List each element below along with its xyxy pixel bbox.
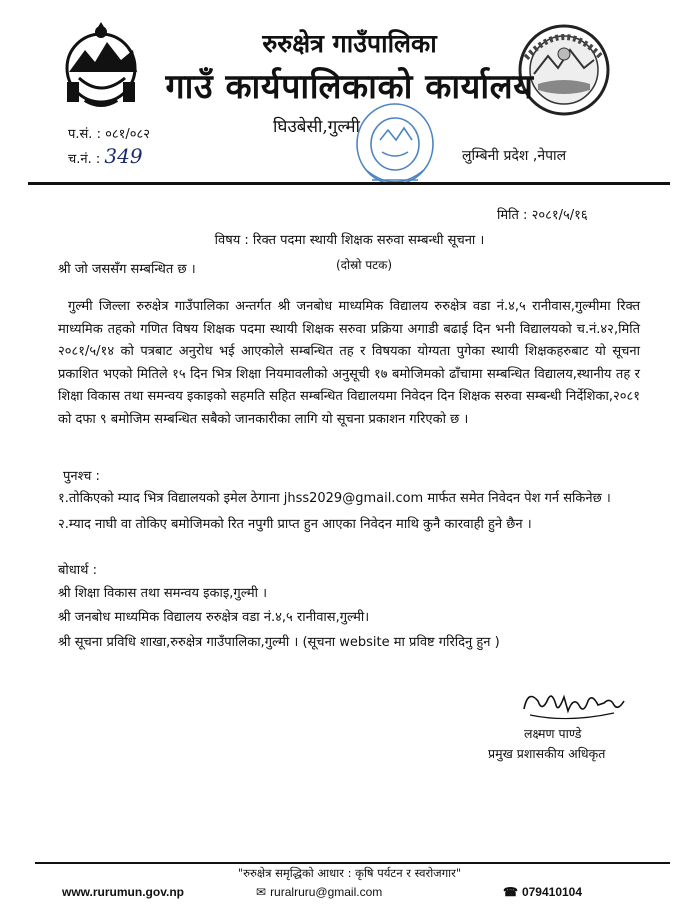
notice-body: गुल्मी जिल्ला रुरुक्षेत्र गाउँपालिका अन्तर्गत श्री जनबोध माध्यमिक विद्यालय रुरुक्षेत्र वडा नं.४,५ रानीवास,गुल्मीमा रिक्त माध्यमिक तहको गणित विषय शिक्षक पदमा स्थायी शिक्षक सरुवा प्रक्रिया अगाडी बढाई दिन भनी विद्यालयको च.नं.४२,मिति २०८१/५/१४ को पत्रबाट अनुरोध भई आएकोले सम्बन्धित तह र विषयका योग्यता पुगेका स्थायी शिक्षकहरुबाट यो सूचना प्रकाशित भएको मितिले १५ दिन भित्र शिक्षा नियमावलीको अनुसूची १७ बमोजिमको ढाँचामा सम्बन्धित विद्यालय,स्थानीय तह र शिक्षा विकास तथा समन्वय इकाइको सहमति सहित सम्बन्धित विद्यालयमा निवेदन दिन शिक्षक सरुवा सम्बन्धी निर्देशिका,२०८१ को दफा ९ बमोजिम सम्बन्धित सबैको जानकारीका लागि यो सूचना प्रकाशन गरिएको छ । [58, 299, 640, 427]
signatory-name: लक्ष्मण पाण्डे [524, 726, 582, 741]
ps-label: प.सं. : [68, 127, 101, 142]
telephone-icon: ☎ [503, 885, 518, 899]
office-title: गाउँ कार्यपालिकाको कार्यालय [165, 67, 534, 107]
cc-item: श्री जनबोध माध्यमिक विद्यालय रुरुक्षेत्र वडा नं.४,५ रानीवास,गुल्मी। [58, 610, 370, 625]
envelope-icon: ✉ [256, 885, 267, 899]
footer-phone-text: 079410104 [521, 885, 583, 899]
footer-divider [35, 862, 670, 864]
cn-label: च.नं. : [68, 152, 101, 167]
footer-email-text: ruralruru@gmail.com [270, 885, 383, 899]
cc-item: श्री शिक्षा विकास तथा समन्वय इकाइ,गुल्मी । [58, 586, 268, 601]
footer-website[interactable]: www.rurumun.gov.np [62, 885, 184, 899]
ps-line [68, 124, 150, 142]
postscript-item: २.म्याद नाघी वा तोकिए बमोजिमको रित नपुगी प्राप्त हुन आएका निवेदन माथि कुनै कारवाही हुने छैन । [58, 517, 532, 532]
municipality-name: रुरुक्षेत्र गाउँपालिका [262, 29, 437, 58]
cc-title: बोधार्थ : [58, 563, 97, 578]
office-location: घिउबेसी,गुल्मी [273, 117, 360, 137]
header-divider [28, 182, 670, 185]
handwritten-signature [518, 683, 630, 725]
postscript-item: १.तोकिएको म्याद भित्र विद्यालयको इमेल ठेगाना jhss2029@gmail.com मार्फत समेत निवेदन पेश गर्न सकिनेछ । [58, 491, 611, 506]
letter-date: मिति : २०८१/५/१६ [497, 208, 588, 223]
footer-phone[interactable] [503, 885, 582, 899]
second-time-note: (दोस्रो पटक) [336, 258, 393, 272]
cn-handwritten-value: 349 [104, 144, 143, 168]
footer-motto: "रुरुक्षेत्र समृद्धिको आधार : कृषि पर्यटन र स्वरोजगार" [237, 866, 462, 880]
province-country: लुम्बिनी प्रदेश ,नेपाल [462, 148, 567, 164]
cc-item: श्री सूचना प्रविधि शाखा,रुरुक्षेत्र गाउँपालिका,गुल्मी । (सूचना website मा प्रविष्ट गरिदिनु हुन ) [58, 635, 500, 650]
letter-subject: विषय : रिक्त पदमा स्थायी शिक्षक सरुवा सम्बन्धी सूचना । [214, 233, 485, 248]
footer-email[interactable] [256, 885, 382, 899]
signatory-title: प्रमुख प्रशासकीय अधिकृत [488, 746, 606, 761]
postscript-title: पुनश्च : [63, 469, 100, 484]
ps-value: ०८१/०८२ [105, 127, 151, 142]
letter-addressee: श्री जो जससँग सम्बन्धित छ । [58, 262, 196, 277]
cn-line [68, 144, 143, 168]
